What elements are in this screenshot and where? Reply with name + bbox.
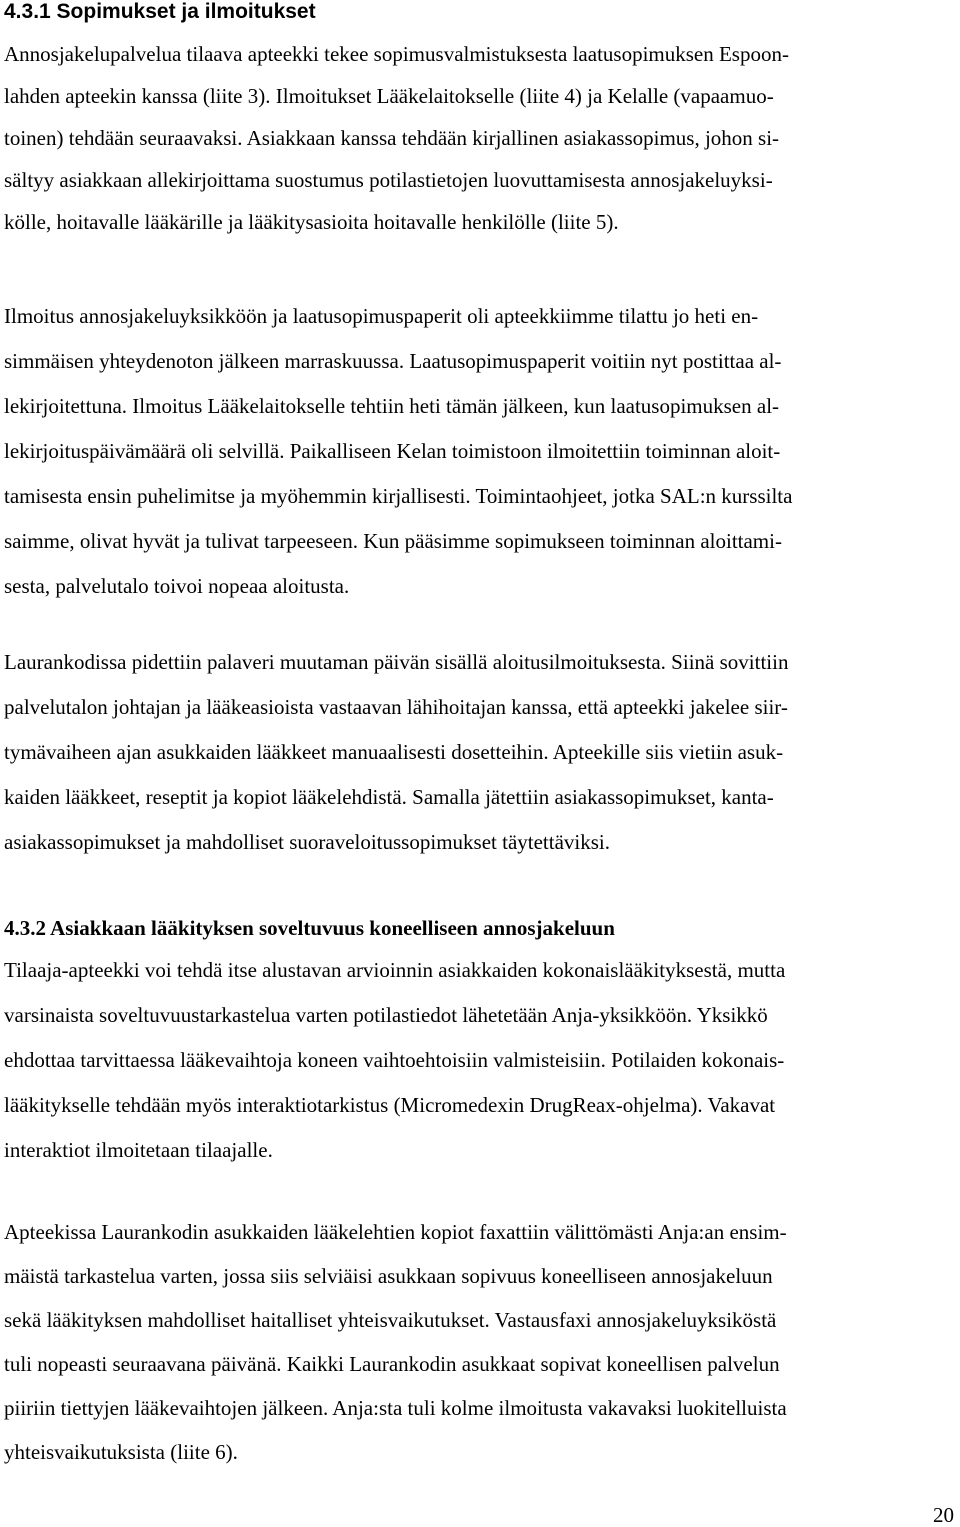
section-heading-4-3-2: 4.3.2 Asiakkaan lääkityksen soveltuvuus koneelliseen annosjakeluun bbox=[4, 916, 615, 940]
text-line: toinen) tehdään seuraavaksi. Asiakkaan kanssa tehdään kirjallinen asiakassopimus, johon si- bbox=[4, 126, 780, 150]
text-line: piiriin tiettyjen lääkevaihtojen jälkeen. Anja:sta tuli kolme ilmoitusta vakavaksi luokitelluista bbox=[4, 1396, 787, 1420]
text-line: kaiden lääkkeet, reseptit ja kopiot lääkelehdistä. Samalla jätettiin asiakassopimukset, kanta- bbox=[4, 785, 774, 809]
section-heading-4-3-1: 4.3.1 Sopimukset ja ilmoitukset bbox=[4, 0, 316, 23]
text-line: Ilmoitus annosjakeluyksikköön ja laatusopimuspaperit oli apteekkiimme tilattu jo heti en- bbox=[4, 304, 759, 328]
text-line: lahden apteekin kanssa (liite 3). Ilmoitukset Lääkelaitokselle (liite 4) ja Kelalle (vapaamuo- bbox=[4, 84, 774, 108]
text-line: lekirjoitettuna. Ilmoitus Lääkelaitokselle tehtiin heti tämän jälkeen, kun laatusopimuksen al- bbox=[4, 394, 780, 418]
text-line: sältyy asiakkaan allekirjoittama suostumus potilastietojen luovuttamisesta annosjakeluyksi- bbox=[4, 168, 773, 192]
paragraph-meeting bbox=[4, 640, 956, 865]
text-line: simmäisen yhteydenoton jälkeen marraskuussa. Laatusopimuspaperit voitiin nyt postittaa al- bbox=[4, 349, 782, 373]
page-number: 20 bbox=[933, 1503, 954, 1527]
text-line: Annosjakelupalvelua tilaava apteekki tekee sopimusvalmistuksesta laatusopimuksen Espoon- bbox=[4, 42, 789, 66]
paragraph-assessment bbox=[4, 948, 956, 1173]
text-line: lääkitykselle tehdään myös interaktiotarkistus (Micromedexin DrugReax-ohjelma). Vakavat bbox=[4, 1093, 776, 1117]
text-line: mäistä tarkastelua varten, jossa siis selviäisi asukkaan sopivuus koneelliseen annosjakeluun bbox=[4, 1264, 773, 1288]
text-line: interaktiot ilmoitetaan tilaajalle. bbox=[4, 1138, 273, 1162]
text-line: palvelutalon johtajan ja lääkeasioista vastaavan lähihoitajan kanssa, että apteekki jakelee siir- bbox=[4, 695, 788, 719]
text-line: tamisesta ensin puhelimitse ja myöhemmin kirjallisesti. Toimintaohjeet, jotka SAL:n kurssilta bbox=[4, 484, 793, 508]
text-line: varsinaista soveltuvuustarkastelua varten potilastiedot lähetetään Anja-yksikköön. Yksikkö bbox=[4, 1003, 768, 1027]
text-line: saimme, olivat hyvät ja tulivat tarpeeseen. Kun pääsimme sopimukseen toiminnan aloittami- bbox=[4, 529, 782, 553]
text-line: tuli nopeasti seuraavana päivänä. Kaikki Laurankodin asukkaat sopivat koneellisen palvelun bbox=[4, 1352, 780, 1376]
paragraph-agreements bbox=[4, 33, 956, 243]
text-line: yhteisvaikutuksista (liite 6). bbox=[4, 1440, 238, 1464]
text-line: asiakassopimukset ja mahdolliset suoraveloitussopimukset täytettäviksi. bbox=[4, 830, 610, 854]
text-line: Tilaaja-apteekki voi tehdä itse alustavan arvioinnin asiakkaiden kokonaislääkityksestä, mutta bbox=[4, 958, 786, 982]
text-line: sesta, palvelutalo toivoi nopeaa aloitusta. bbox=[4, 574, 350, 598]
paragraph-notification bbox=[4, 294, 956, 609]
text-line: Laurankodissa pidettiin palaveri muutaman päivän sisällä aloitusilmoituksesta. Siinä sovittiin bbox=[4, 650, 789, 674]
text-line: tymävaiheen ajan asukkaiden lääkkeet manuaalisesti dosetteihin. Apteekille siis vietiin asuk- bbox=[4, 740, 784, 764]
text-line: lekirjoituspäivämäärä oli selvillä. Paikalliseen Kelan toimistoon ilmoitettiin toiminnan aloit- bbox=[4, 439, 781, 463]
text-line: ehdottaa tarvittaessa lääkevaihtoja koneen vaihtoehtoisiin valmisteisiin. Potilaiden kokonais- bbox=[4, 1048, 785, 1072]
paragraph-fax-review bbox=[4, 1210, 956, 1474]
text-line: kölle, hoitavalle lääkärille ja lääkitysasioita hoitavalle henkilölle (liite 5). bbox=[4, 210, 619, 234]
text-line: sekä lääkityksen mahdolliset haitalliset yhteisvaikutukset. Vastausfaxi annosjakeluyksiköstä bbox=[4, 1308, 777, 1332]
text-line: Apteekissa Laurankodin asukkaiden lääkelehtien kopiot faxattiin välittömästi Anja:an ensim- bbox=[4, 1220, 787, 1244]
